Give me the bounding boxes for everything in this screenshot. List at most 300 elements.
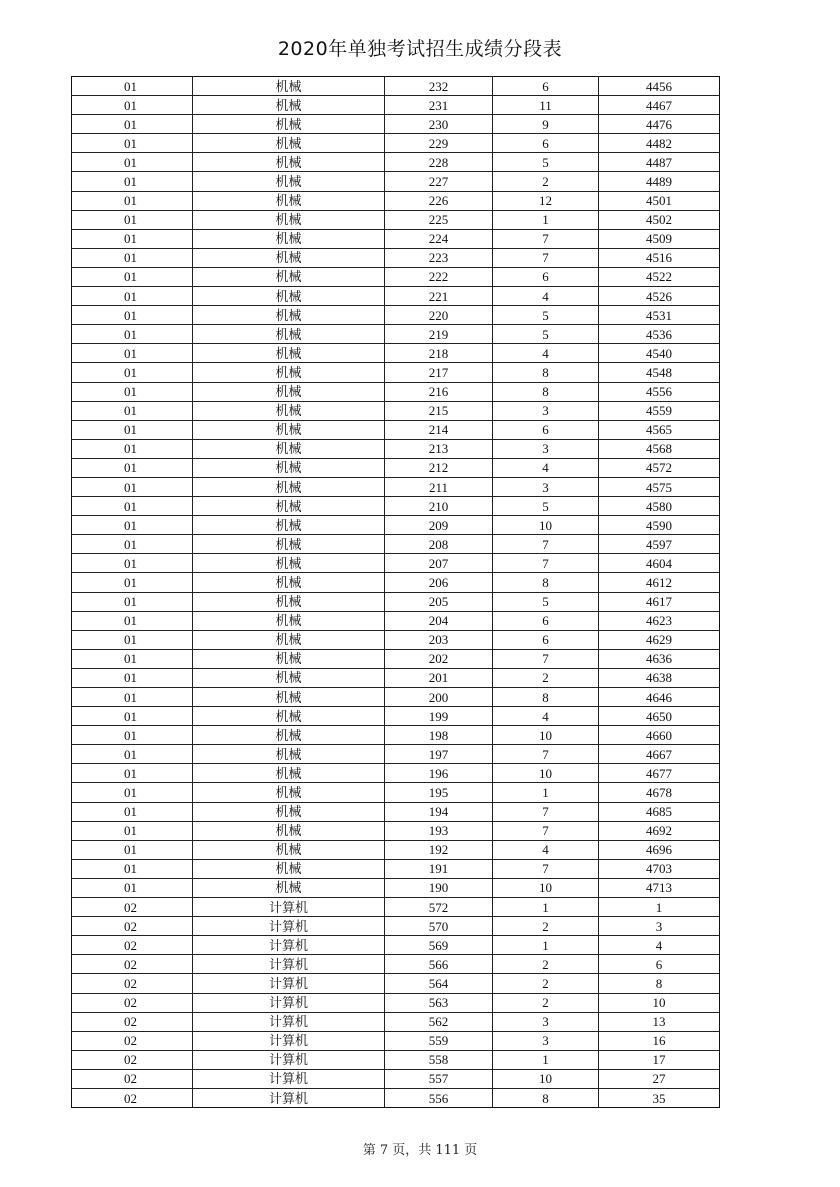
cumulative-count-cell: 4692	[599, 821, 720, 840]
category-name-cell: 机械	[193, 878, 385, 897]
table-row	[72, 802, 720, 821]
table-row	[72, 592, 720, 611]
score-cell: 225	[385, 210, 493, 229]
cumulative-count-cell: 4623	[599, 611, 720, 630]
count-cell: 5	[493, 306, 599, 325]
score-cell: 196	[385, 764, 493, 783]
score-cell: 222	[385, 267, 493, 286]
category-name-cell: 机械	[193, 172, 385, 191]
score-cell: 210	[385, 497, 493, 516]
count-cell: 5	[493, 497, 599, 516]
score-cell: 204	[385, 611, 493, 630]
category-code-cell: 01	[72, 859, 193, 878]
count-cell: 10	[493, 1069, 599, 1088]
table-row	[72, 363, 720, 382]
category-code-cell: 02	[72, 1050, 193, 1069]
cumulative-count-cell: 4612	[599, 573, 720, 592]
category-name-cell: 机械	[193, 191, 385, 210]
table-row	[72, 936, 720, 955]
category-code-cell: 01	[72, 153, 193, 172]
category-name-cell: 机械	[193, 134, 385, 153]
cumulative-count-cell: 4559	[599, 401, 720, 420]
category-name-cell: 机械	[193, 439, 385, 458]
count-cell: 1	[493, 898, 599, 917]
category-name-cell: 机械	[193, 668, 385, 687]
category-code-cell: 02	[72, 993, 193, 1012]
score-cell: 192	[385, 840, 493, 859]
category-name-cell: 计算机	[193, 898, 385, 917]
category-code-cell: 01	[72, 325, 193, 344]
category-code-cell: 01	[72, 96, 193, 115]
cumulative-count-cell: 4590	[599, 516, 720, 535]
score-cell: 229	[385, 134, 493, 153]
table-row	[72, 267, 720, 286]
count-cell: 7	[493, 745, 599, 764]
cumulative-count-cell: 4565	[599, 420, 720, 439]
cumulative-count-cell: 4572	[599, 458, 720, 477]
cumulative-count-cell: 27	[599, 1069, 720, 1088]
category-code-cell: 02	[72, 898, 193, 917]
table-row	[72, 630, 720, 649]
category-name-cell: 计算机	[193, 917, 385, 936]
table-row	[72, 917, 720, 936]
category-name-cell: 机械	[193, 554, 385, 573]
count-cell: 8	[493, 688, 599, 707]
score-cell: 200	[385, 688, 493, 707]
count-cell: 1	[493, 783, 599, 802]
score-cell: 232	[385, 77, 493, 96]
table-row	[72, 898, 720, 917]
score-cell: 216	[385, 382, 493, 401]
score-cell: 199	[385, 707, 493, 726]
category-name-cell: 计算机	[193, 1069, 385, 1088]
category-code-cell: 01	[72, 172, 193, 191]
score-cell: 193	[385, 821, 493, 840]
cumulative-count-cell: 4509	[599, 229, 720, 248]
category-code-cell: 02	[72, 1031, 193, 1050]
category-name-cell: 机械	[193, 516, 385, 535]
table-row	[72, 535, 720, 554]
score-cell: 195	[385, 783, 493, 802]
count-cell: 5	[493, 325, 599, 344]
count-cell: 6	[493, 267, 599, 286]
category-code-cell: 01	[72, 382, 193, 401]
cumulative-count-cell: 4467	[599, 96, 720, 115]
score-cell: 191	[385, 859, 493, 878]
category-code-cell: 01	[72, 840, 193, 859]
category-name-cell: 机械	[193, 783, 385, 802]
category-name-cell: 计算机	[193, 936, 385, 955]
count-cell: 8	[493, 573, 599, 592]
score-cell: 223	[385, 248, 493, 267]
score-cell: 572	[385, 898, 493, 917]
count-cell: 1	[493, 936, 599, 955]
category-code-cell: 01	[72, 649, 193, 668]
cumulative-count-cell: 13	[599, 1012, 720, 1031]
count-cell: 7	[493, 802, 599, 821]
table-row	[72, 401, 720, 420]
category-name-cell: 机械	[193, 229, 385, 248]
count-cell: 4	[493, 707, 599, 726]
table-row	[72, 96, 720, 115]
count-cell: 7	[493, 554, 599, 573]
score-cell: 228	[385, 153, 493, 172]
table-row	[72, 477, 720, 496]
category-code-cell: 01	[72, 267, 193, 286]
category-code-cell: 01	[72, 516, 193, 535]
category-name-cell: 机械	[193, 573, 385, 592]
category-name-cell: 计算机	[193, 1031, 385, 1050]
category-name-cell: 机械	[193, 153, 385, 172]
category-name-cell: 机械	[193, 267, 385, 286]
count-cell: 1	[493, 210, 599, 229]
cumulative-count-cell: 4667	[599, 745, 720, 764]
category-name-cell: 机械	[193, 96, 385, 115]
table-row	[72, 497, 720, 516]
table-row	[72, 458, 720, 477]
cumulative-count-cell: 4650	[599, 707, 720, 726]
score-cell: 212	[385, 458, 493, 477]
count-cell: 4	[493, 458, 599, 477]
count-cell: 3	[493, 1031, 599, 1050]
category-name-cell: 机械	[193, 611, 385, 630]
table-row	[72, 1088, 720, 1107]
count-cell: 2	[493, 955, 599, 974]
table-row	[72, 287, 720, 306]
cumulative-count-cell: 8	[599, 974, 720, 993]
score-cell: 556	[385, 1088, 493, 1107]
count-cell: 10	[493, 764, 599, 783]
score-cell: 224	[385, 229, 493, 248]
cumulative-count-cell: 1	[599, 898, 720, 917]
category-name-cell: 机械	[193, 649, 385, 668]
count-cell: 10	[493, 516, 599, 535]
category-code-cell: 01	[72, 363, 193, 382]
score-cell: 198	[385, 726, 493, 745]
cumulative-count-cell: 4	[599, 936, 720, 955]
category-code-cell: 01	[72, 287, 193, 306]
cumulative-count-cell: 4531	[599, 306, 720, 325]
cumulative-count-cell: 4556	[599, 382, 720, 401]
category-code-cell: 01	[72, 688, 193, 707]
cumulative-count-cell: 4629	[599, 630, 720, 649]
table-row	[72, 1050, 720, 1069]
category-code-cell: 01	[72, 77, 193, 96]
score-cell: 564	[385, 974, 493, 993]
category-code-cell: 01	[72, 306, 193, 325]
count-cell: 2	[493, 668, 599, 687]
category-code-cell: 01	[72, 821, 193, 840]
table-row	[72, 878, 720, 897]
count-cell: 6	[493, 420, 599, 439]
category-name-cell: 机械	[193, 115, 385, 134]
count-cell: 7	[493, 821, 599, 840]
category-name-cell: 机械	[193, 458, 385, 477]
table-row	[72, 306, 720, 325]
category-name-cell: 机械	[193, 745, 385, 764]
count-cell: 12	[493, 191, 599, 210]
score-cell: 209	[385, 516, 493, 535]
table-row	[72, 821, 720, 840]
score-cell: 202	[385, 649, 493, 668]
count-cell: 2	[493, 172, 599, 191]
cumulative-count-cell: 4489	[599, 172, 720, 191]
count-cell: 7	[493, 535, 599, 554]
cumulative-count-cell: 4696	[599, 840, 720, 859]
count-cell: 2	[493, 974, 599, 993]
score-cell: 214	[385, 420, 493, 439]
count-cell: 6	[493, 611, 599, 630]
count-cell: 10	[493, 726, 599, 745]
score-cell: 194	[385, 802, 493, 821]
cumulative-count-cell: 4501	[599, 191, 720, 210]
category-name-cell: 机械	[193, 859, 385, 878]
count-cell: 6	[493, 630, 599, 649]
count-cell: 4	[493, 287, 599, 306]
table-row	[72, 172, 720, 191]
category-code-cell: 02	[72, 917, 193, 936]
score-cell: 211	[385, 477, 493, 496]
table-row	[72, 153, 720, 172]
category-code-cell: 01	[72, 497, 193, 516]
score-cell: 227	[385, 172, 493, 191]
table-row	[72, 325, 720, 344]
cumulative-count-cell: 17	[599, 1050, 720, 1069]
category-code-cell: 01	[72, 439, 193, 458]
count-cell: 1	[493, 1050, 599, 1069]
count-cell: 8	[493, 363, 599, 382]
score-cell: 562	[385, 1012, 493, 1031]
category-code-cell: 01	[72, 535, 193, 554]
score-cell: 563	[385, 993, 493, 1012]
score-cell: 221	[385, 287, 493, 306]
cumulative-count-cell: 4482	[599, 134, 720, 153]
category-code-cell: 01	[72, 611, 193, 630]
cumulative-count-cell: 4636	[599, 649, 720, 668]
score-cell: 205	[385, 592, 493, 611]
category-code-cell: 01	[72, 802, 193, 821]
table-row	[72, 649, 720, 668]
score-cell: 201	[385, 668, 493, 687]
category-code-cell: 01	[72, 248, 193, 267]
score-cell: 213	[385, 439, 493, 458]
category-code-cell: 02	[72, 955, 193, 974]
cumulative-count-cell: 16	[599, 1031, 720, 1050]
cumulative-count-cell: 4516	[599, 248, 720, 267]
count-cell: 10	[493, 878, 599, 897]
table-body	[72, 77, 720, 1108]
table-row	[72, 439, 720, 458]
table-row	[72, 745, 720, 764]
category-name-cell: 机械	[193, 401, 385, 420]
score-cell: 215	[385, 401, 493, 420]
category-code-cell: 01	[72, 191, 193, 210]
table-row	[72, 993, 720, 1012]
cumulative-count-cell: 4575	[599, 477, 720, 496]
count-cell: 8	[493, 1088, 599, 1107]
score-cell: 203	[385, 630, 493, 649]
score-cell: 217	[385, 363, 493, 382]
category-code-cell: 01	[72, 630, 193, 649]
count-cell: 5	[493, 592, 599, 611]
score-cell: 190	[385, 878, 493, 897]
category-code-cell: 01	[72, 401, 193, 420]
cumulative-count-cell: 4617	[599, 592, 720, 611]
count-cell: 7	[493, 229, 599, 248]
score-cell: 218	[385, 344, 493, 363]
category-name-cell: 计算机	[193, 1050, 385, 1069]
score-cell: 566	[385, 955, 493, 974]
table-row	[72, 1012, 720, 1031]
category-code-cell: 01	[72, 764, 193, 783]
cumulative-count-cell: 4713	[599, 878, 720, 897]
category-code-cell: 01	[72, 745, 193, 764]
category-code-cell: 01	[72, 726, 193, 745]
cumulative-count-cell: 4580	[599, 497, 720, 516]
count-cell: 3	[493, 439, 599, 458]
count-cell: 2	[493, 917, 599, 936]
category-code-cell: 01	[72, 344, 193, 363]
table-row	[72, 344, 720, 363]
category-code-cell: 02	[72, 1088, 193, 1107]
category-code-cell: 01	[72, 592, 193, 611]
category-name-cell: 机械	[193, 707, 385, 726]
cumulative-count-cell: 4502	[599, 210, 720, 229]
category-name-cell: 计算机	[193, 1012, 385, 1031]
category-name-cell: 机械	[193, 802, 385, 821]
count-cell: 6	[493, 134, 599, 153]
table-row	[72, 668, 720, 687]
table-row	[72, 859, 720, 878]
category-code-cell: 02	[72, 974, 193, 993]
category-name-cell: 机械	[193, 210, 385, 229]
category-name-cell: 计算机	[193, 1088, 385, 1107]
score-cell: 219	[385, 325, 493, 344]
table-row	[72, 955, 720, 974]
cumulative-count-cell: 4685	[599, 802, 720, 821]
cumulative-count-cell: 4526	[599, 287, 720, 306]
cumulative-count-cell: 4677	[599, 764, 720, 783]
category-code-cell: 01	[72, 554, 193, 573]
category-name-cell: 机械	[193, 840, 385, 859]
table-row	[72, 229, 720, 248]
table-row	[72, 115, 720, 134]
score-distribution-table	[71, 76, 720, 1108]
table-row	[72, 420, 720, 439]
category-name-cell: 机械	[193, 726, 385, 745]
cumulative-count-cell: 4487	[599, 153, 720, 172]
count-cell: 5	[493, 153, 599, 172]
category-code-cell: 01	[72, 134, 193, 153]
category-code-cell: 01	[72, 115, 193, 134]
cumulative-count-cell: 4540	[599, 344, 720, 363]
cumulative-count-cell: 3	[599, 917, 720, 936]
category-name-cell: 机械	[193, 363, 385, 382]
score-cell: 220	[385, 306, 493, 325]
category-name-cell: 机械	[193, 248, 385, 267]
score-cell: 208	[385, 535, 493, 554]
score-cell: 569	[385, 936, 493, 955]
table-row	[72, 77, 720, 96]
score-cell: 558	[385, 1050, 493, 1069]
cumulative-count-cell: 4703	[599, 859, 720, 878]
count-cell: 3	[493, 401, 599, 420]
cumulative-count-cell: 6	[599, 955, 720, 974]
category-name-cell: 机械	[193, 477, 385, 496]
score-cell: 557	[385, 1069, 493, 1088]
cumulative-count-cell: 4678	[599, 783, 720, 802]
score-cell: 226	[385, 191, 493, 210]
count-cell: 3	[493, 477, 599, 496]
table-row	[72, 611, 720, 630]
category-code-cell: 01	[72, 420, 193, 439]
table-row	[72, 554, 720, 573]
category-name-cell: 机械	[193, 287, 385, 306]
cumulative-count-cell: 4548	[599, 363, 720, 382]
category-name-cell: 机械	[193, 535, 385, 554]
table-row	[72, 764, 720, 783]
table-row	[72, 726, 720, 745]
category-code-cell: 02	[72, 936, 193, 955]
cumulative-count-cell: 4456	[599, 77, 720, 96]
count-cell: 7	[493, 859, 599, 878]
count-cell: 2	[493, 993, 599, 1012]
table-row	[72, 516, 720, 535]
category-code-cell: 01	[72, 210, 193, 229]
category-code-cell: 01	[72, 783, 193, 802]
score-cell: 206	[385, 573, 493, 592]
category-code-cell: 02	[72, 1069, 193, 1088]
category-name-cell: 计算机	[193, 955, 385, 974]
table-row	[72, 248, 720, 267]
category-code-cell: 01	[72, 668, 193, 687]
table-row	[72, 191, 720, 210]
category-name-cell: 机械	[193, 420, 385, 439]
table-row	[72, 840, 720, 859]
cumulative-count-cell: 35	[599, 1088, 720, 1107]
table-row	[72, 707, 720, 726]
category-name-cell: 计算机	[193, 993, 385, 1012]
category-code-cell: 01	[72, 458, 193, 477]
count-cell: 7	[493, 649, 599, 668]
category-code-cell: 01	[72, 573, 193, 592]
count-cell: 11	[493, 96, 599, 115]
table-row	[72, 1069, 720, 1088]
count-cell: 8	[493, 382, 599, 401]
table-row	[72, 783, 720, 802]
table-row	[72, 210, 720, 229]
score-cell: 559	[385, 1031, 493, 1050]
count-cell: 4	[493, 344, 599, 363]
cumulative-count-cell: 4604	[599, 554, 720, 573]
cumulative-count-cell: 10	[599, 993, 720, 1012]
count-cell: 7	[493, 248, 599, 267]
category-name-cell: 机械	[193, 592, 385, 611]
category-name-cell: 机械	[193, 764, 385, 783]
table-row	[72, 974, 720, 993]
cumulative-count-cell: 4522	[599, 267, 720, 286]
category-code-cell: 01	[72, 878, 193, 897]
score-cell: 570	[385, 917, 493, 936]
category-name-cell: 机械	[193, 325, 385, 344]
category-name-cell: 计算机	[193, 974, 385, 993]
page-number: 第 7 页，共 111 页	[362, 1143, 478, 1158]
count-cell: 4	[493, 840, 599, 859]
count-cell: 9	[493, 115, 599, 134]
category-code-cell: 02	[72, 1012, 193, 1031]
score-cell: 207	[385, 554, 493, 573]
category-name-cell: 机械	[193, 821, 385, 840]
